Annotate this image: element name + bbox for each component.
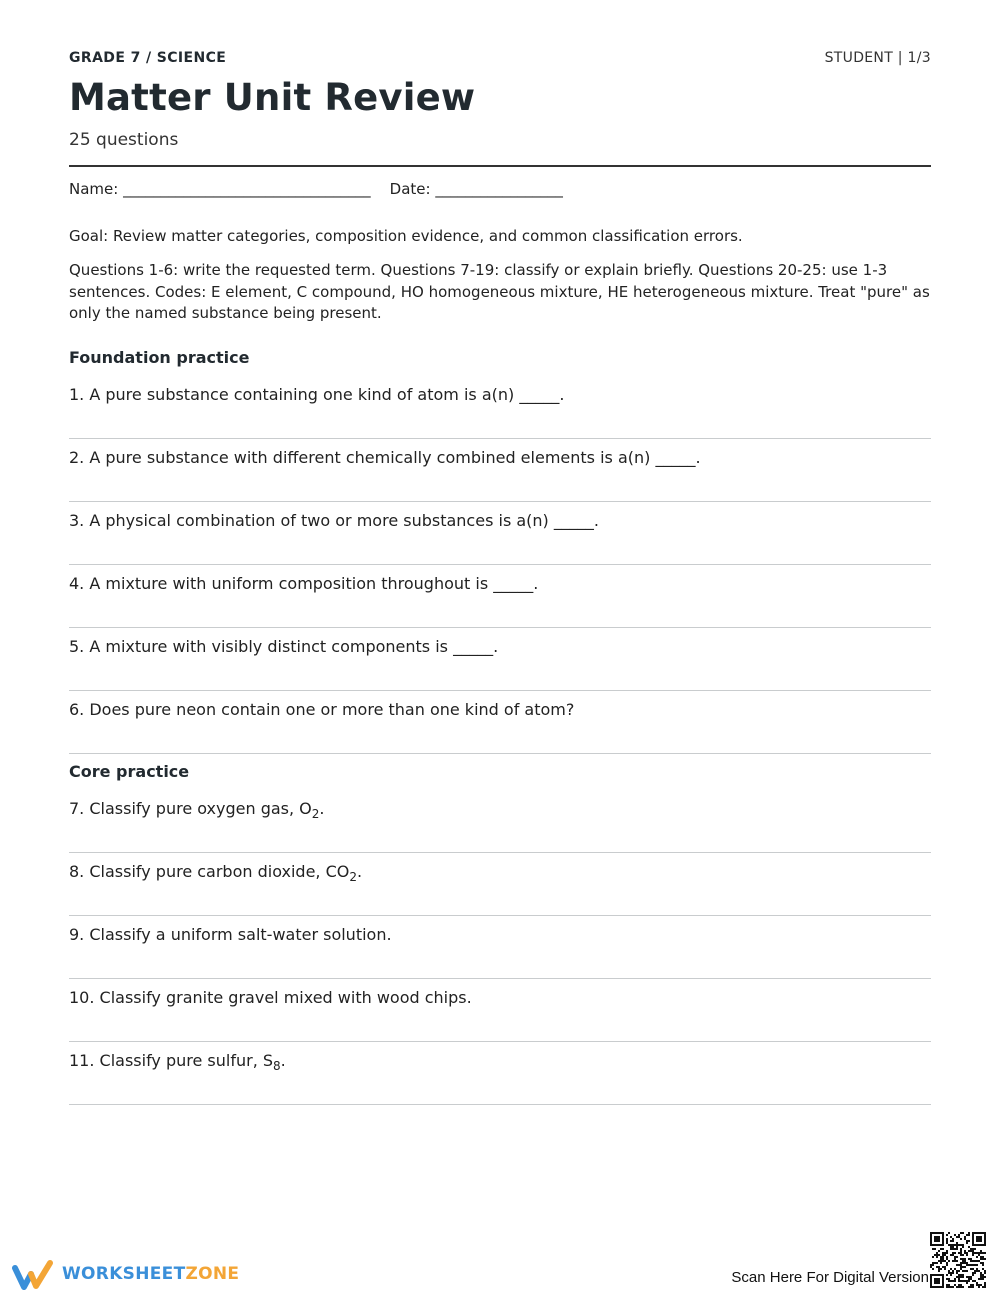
question-text: 5. A mixture with visibly distinct components is _____. xyxy=(69,637,499,656)
question-text: 3. A physical combination of two or more substances is a(n) _____. xyxy=(69,511,599,530)
question-text: 9. Classify a uniform salt-water solution. xyxy=(69,925,392,944)
question-text: 7. Classify pure oxygen gas, $O_2$. xyxy=(69,799,325,822)
question-item xyxy=(69,439,931,502)
worksheetzone-logo[interactable] xyxy=(12,1259,252,1291)
qr-code-icon[interactable] xyxy=(930,1232,986,1288)
page-title: Matter Unit Review xyxy=(69,76,476,119)
question-text: 8. Classify pure carbon dioxide, $CO_2$. xyxy=(69,862,363,885)
question-item xyxy=(69,916,931,979)
question-item xyxy=(69,790,931,853)
logo-w-icon xyxy=(12,1259,56,1291)
section-heading-core: Core practice xyxy=(69,762,190,781)
question-item xyxy=(69,565,931,628)
question-text: 4. A mixture with uniform composition throughout is _____. xyxy=(69,574,539,593)
question-item xyxy=(69,502,931,565)
question-text: 1. A pure substance containing one kind of atom is a(n) _____. xyxy=(69,385,565,404)
logo-wordmark: WORKSHEETZONE xyxy=(62,1264,240,1284)
question-count: 25 questions xyxy=(69,130,179,150)
page-info: STUDENT | 1/3 xyxy=(824,50,931,66)
grade-subject-label: GRADE 7 / SCIENCE xyxy=(69,50,227,66)
question-item xyxy=(69,979,931,1042)
question-text: 6. Does pure neon contain one or more than one kind of atom? xyxy=(69,700,575,719)
top-header xyxy=(69,50,931,70)
goal-text: Goal: Review matter categories, composition evidence, and common classification errors. xyxy=(69,227,743,245)
question-item xyxy=(69,376,931,439)
question-item xyxy=(69,628,931,691)
section-heading-foundation: Foundation practice xyxy=(69,348,250,367)
instructions-text: Questions 1-6: write the requested term. Questions 7-19: classify or explain briefly. Questions 20-25: use 1-3 sentences. Codes: E element, C compound, HO homogeneous mixture, HE heterogeneous mixture. Treat "pure" as only the named substance being present. xyxy=(69,261,930,322)
question-text: 11. Classify pure sulfur, $S_8$. xyxy=(69,1051,286,1074)
scan-label: Scan Here For Digital Version xyxy=(731,1269,929,1286)
question-item xyxy=(69,691,931,754)
question-text: 10. Classify granite gravel mixed with wood chips. xyxy=(69,988,472,1007)
name-date-line: Name: _________________________________ Date: _________________ xyxy=(69,180,563,198)
question-item xyxy=(69,853,931,916)
question-text: 2. A pure substance with different chemically combined elements is a(n) _____. xyxy=(69,448,701,467)
header-divider xyxy=(69,165,931,167)
question-item xyxy=(69,1042,931,1105)
